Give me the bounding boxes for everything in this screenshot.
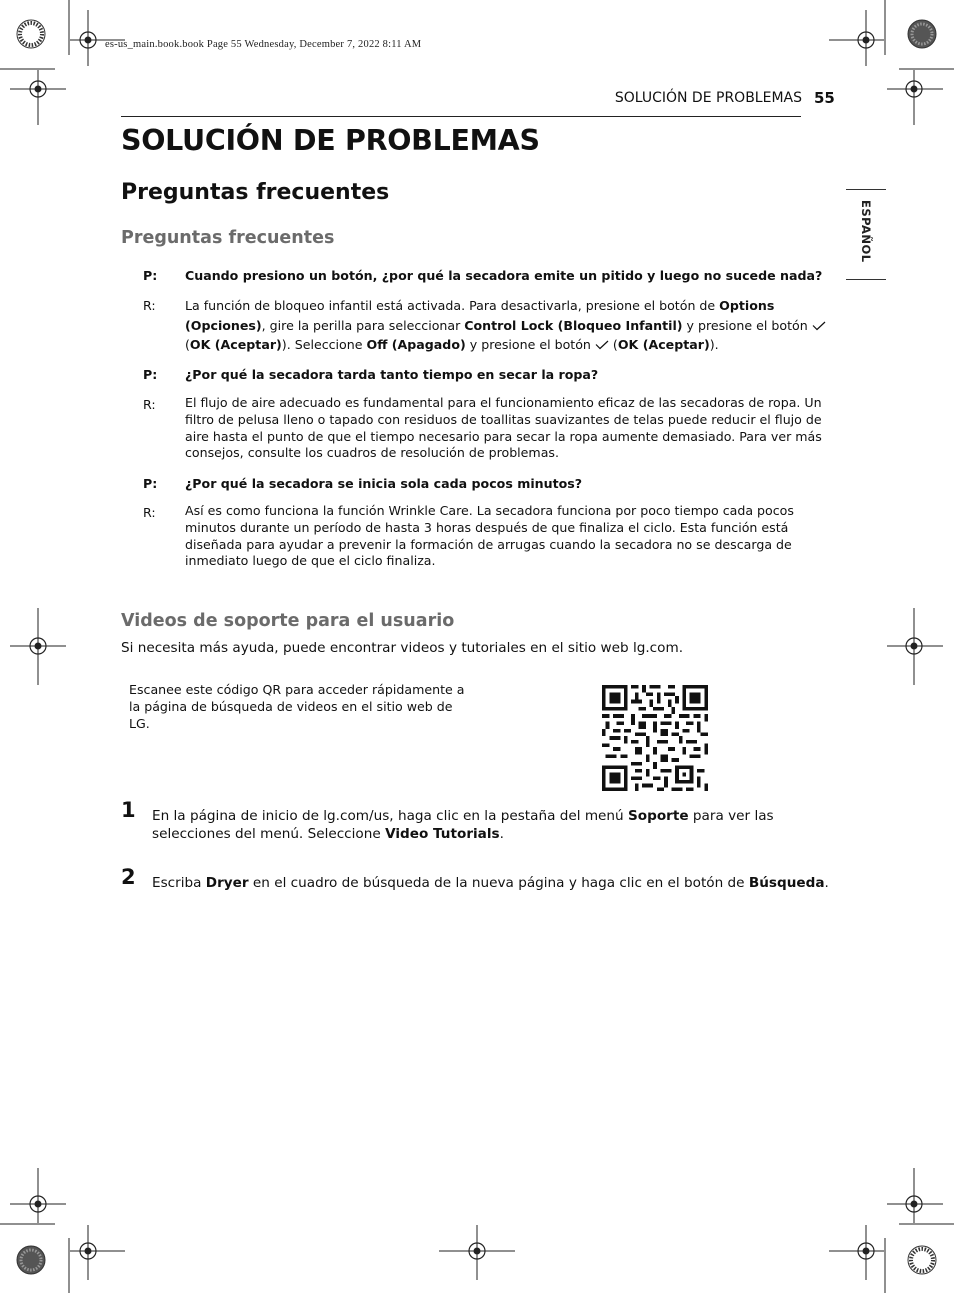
step-1: [121, 798, 833, 843]
answer-text: La función de bloqueo infantil está activada. Para desactivarla, presione el botón de Options (Opciones), gire la perilla para seleccionar Control Lock (Bloqueo Infantil) y presione el botón (OK (Aceptar)). Seleccione Off (Apagado) y presione el botón (OK (Aceptar)).: [185, 296, 833, 355]
answer-text: Así es como funciona la función Wrinkle Care. La secadora funciona por poco tiempo cada pocos minutos durante un período de hasta 3 horas después de que finaliza el ciclo. Esta función está diseñada para ayudar a prevenir la formación de arrugas cuando la secadora no se descarga de inmediato luego de que el ciclo finaliza.: [185, 503, 794, 569]
qr-code-icon: [601, 685, 709, 791]
step-number: 1: [121, 798, 136, 822]
question-label: P:: [143, 476, 158, 491]
faq-question-3: [143, 474, 833, 493]
section-title: Preguntas frecuentes: [121, 180, 390, 205]
faq-heading: Preguntas frecuentes: [121, 228, 335, 248]
page-title: SOLUCIÓN DE PROBLEMAS: [121, 124, 540, 157]
language-tab: [846, 189, 886, 280]
qr-caption: Escanee este código QR para acceder rápidamente a la página de búsqueda de videos en el sitio web de LG.: [129, 682, 465, 731]
faq-answer-3: [143, 503, 833, 570]
running-header: SOLUCIÓN DE PROBLEMAS: [614, 90, 802, 106]
videos-intro: Si necesita más ayuda, puede encontrar videos y tutoriales en el sitio web lg.com.: [121, 640, 684, 656]
check-icon: [595, 340, 609, 350]
question-text: ¿Por qué la secadora se inicia sola cada pocos minutos?: [185, 476, 583, 491]
question-label: P:: [143, 367, 158, 382]
header-rule: [121, 116, 801, 117]
check-icon: [812, 321, 826, 331]
faq-question-2: [143, 365, 833, 384]
page-number: 55: [814, 89, 835, 107]
print-slug: es-us_main.book.book Page 55 Wednesday, December 7, 2022 8:11 AM: [105, 39, 422, 50]
language-tab-label: ESPAÑOL: [859, 200, 873, 263]
answer-label: R:: [143, 397, 156, 412]
question-text: ¿Por qué la secadora tarda tanto tiempo en secar la ropa?: [185, 367, 599, 382]
question-text: Cuando presiono un botón, ¿por qué la secadora emite un pitido y luego no sucede nada?: [185, 268, 823, 283]
step-number: 2: [121, 865, 136, 889]
faq-answer-1: [143, 296, 833, 355]
faq-answer-2: [143, 395, 833, 462]
question-label: P:: [143, 268, 158, 283]
videos-heading: Videos de soporte para el usuario: [121, 611, 455, 631]
faq-question-1: [143, 266, 833, 285]
answer-text: El flujo de aire adecuado es fundamental para el funcionamiento eficaz de las secadoras de ropa. Un filtro de pelusa lleno o tapado con residuos de toallitas suavizantes de telas puede reducir el flujo de aire hasta el punto de que el tiempo necesario para secar la ropa aumente demasiado. Para ver más consejos, consulte los cuadros de resolución de problemas.: [185, 395, 822, 461]
step-text: Escriba Dryer en el cuadro de búsqueda de la nueva página y haga clic en el botón de Búsqueda.: [152, 875, 829, 891]
answer-label: R:: [143, 298, 156, 313]
step-text: En la página de inicio de lg.com/us, haga clic en la pestaña del menú Soporte para ver las selecciones del menú. Seleccione Video Tutorials.: [152, 808, 774, 842]
step-2: [121, 865, 833, 892]
answer-label: R:: [143, 505, 156, 520]
